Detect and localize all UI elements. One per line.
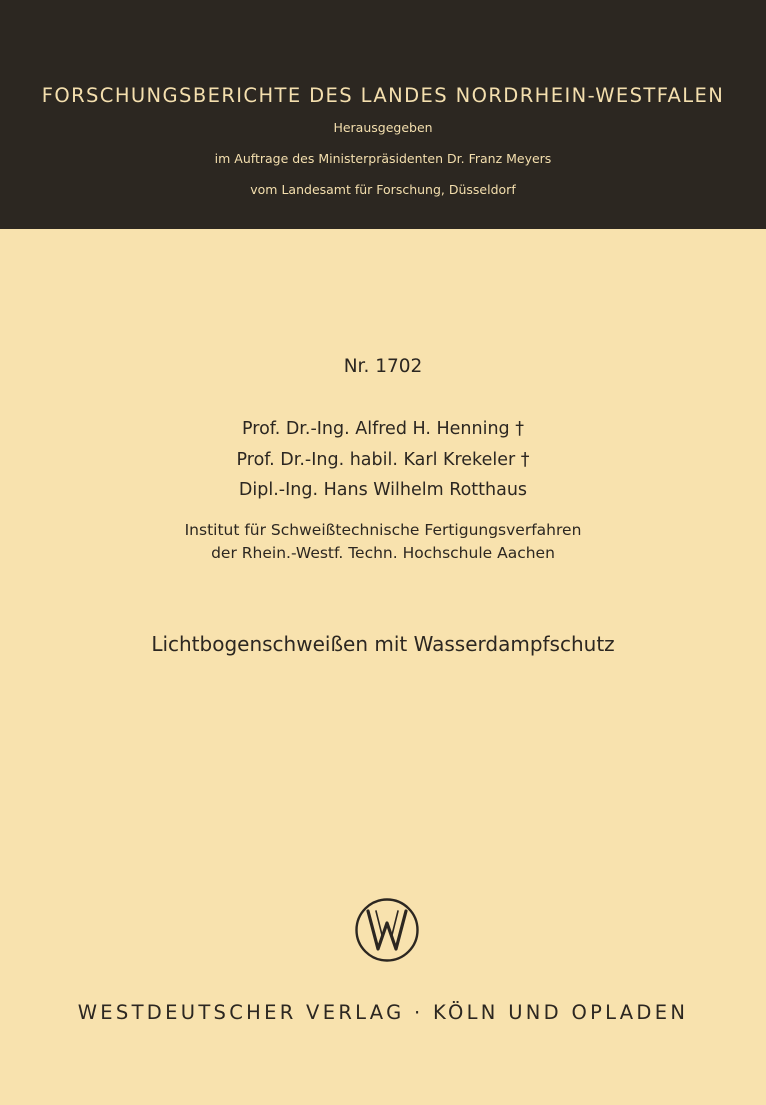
book-title: Lichtbogenschweißen mit Wasserdampfschutz [151, 632, 615, 656]
publisher-imprint: WESTDEUTSCHER VERLAG · KÖLN UND OPLADEN [77, 1001, 689, 1024]
publisher-note: Herausgegeben [333, 120, 433, 135]
report-number: Nr. 1702 [343, 356, 423, 377]
office-note: vom Landesamt für Forschung, Düsseldorf [250, 182, 516, 197]
header-band [0, 0, 766, 229]
author-3: Dipl.-Ing. Hans Wilhelm Rotthaus [238, 480, 528, 500]
institution-line-2: der Rhein.-Westf. Techn. Hochschule Aachen [211, 544, 555, 562]
commission-note: im Auftrage des Ministerpräsidenten Dr. Franz Meyers [214, 151, 552, 166]
author-2: Prof. Dr.-Ing. habil. Karl Krekeler † [236, 450, 530, 470]
publisher-w-logo-icon [354, 897, 420, 963]
series-title: FORSCHUNGSBERICHTE DES LANDES NORDRHEIN-WESTFALEN [41, 84, 725, 107]
author-1: Prof. Dr.-Ing. Alfred H. Henning † [242, 419, 524, 439]
institution-line-1: Institut für Schweißtechnische Fertigungsverfahren [184, 521, 582, 539]
